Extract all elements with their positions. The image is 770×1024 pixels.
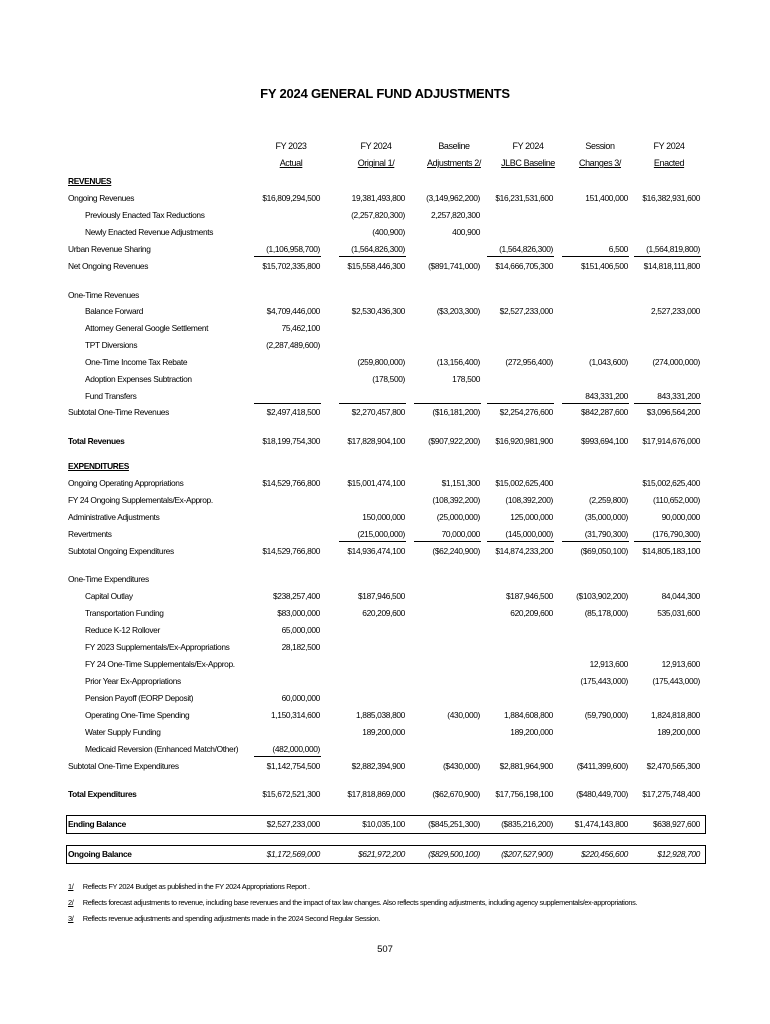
cell-value: (85,178,000) [584,608,628,618]
cell-value: (259,800,000) [357,357,405,367]
table-row [0,493,770,508]
row-label: FY 2023 Supplementals/Ex-Appropriations [85,642,230,652]
cell-value: (175,443,000) [652,676,700,686]
cell-value: (1,043,600) [589,357,628,367]
column-header-line2: JLBC Baseline [501,158,555,168]
subtotal-rule [634,541,701,542]
cell-value: 2,257,820,300 [430,210,480,220]
column-header-line2: Enacted [653,158,685,168]
subtotal-rule [487,403,554,404]
row-label: Subtotal One-Time Revenues [68,407,169,417]
footnote-number: 2/ [68,898,74,907]
cell-value: $187,946,500 [357,591,405,601]
row-label: Capital Outlay [85,591,133,601]
cell-value: 6,500 [608,244,628,254]
table-row [0,476,770,491]
cell-value: 1,885,038,800 [355,710,405,720]
cell-value: 12,913,600 [589,659,628,669]
cell-value: (1,106,958,700) [266,244,320,254]
cell-value: $2,527,233,000 [499,306,553,316]
subtotal-rule [414,403,481,404]
subtotal-rule [634,403,701,404]
cell-value: (176,790,300) [652,529,700,539]
row-label: Water Supply Funding [85,727,161,737]
row-label: FY 24 Ongoing Supplementals/Ex-Approp. [68,495,213,505]
table-row [0,787,770,802]
table-row [0,338,770,353]
cell-value: $17,818,869,000 [347,789,405,799]
cell-value: 75,462,100 [281,323,320,333]
cell-value: 90,000,000 [661,512,700,522]
cell-value: (1,564,819,800) [646,244,700,254]
table-row [0,208,770,223]
row-label: EXPENDITURES [68,461,129,471]
cell-value: 28,182,500 [281,642,320,652]
subtotal-rule [487,541,554,542]
cell-value: $16,809,294,500 [262,193,320,203]
cell-value: $12,928,700 [657,849,700,859]
footnote-text: Reflects forecast adjustments to revenue, including base revenues and the impact of tax law changes. Also reflects spending adjustments, including agency supplementals/ex-appropriations. [82,898,638,907]
subtotal-rule [254,756,321,757]
cell-value: $14,529,766,800 [262,546,320,556]
subtotal-rule [634,256,701,257]
table-row [0,606,770,621]
cell-value: 19,381,493,800 [351,193,405,203]
column-header-line2: Original 1/ [357,158,395,168]
cell-value: $15,702,335,800 [262,261,320,271]
row-label: Ongoing Balance [68,849,132,859]
cell-value: ($835,216,200) [501,819,553,829]
row-label: TPT Diversions [85,340,138,350]
subtotal-rule [339,256,406,257]
cell-value: (110,652,000) [653,495,700,505]
cell-value: (1,564,826,300) [499,244,553,254]
row-label: Total Expenditures [68,789,137,799]
cell-value: $15,002,625,400 [642,478,700,488]
cell-value: 1,884,608,800 [503,710,553,720]
cell-value: 400,900 [452,227,480,237]
cell-value: $15,672,521,300 [262,789,320,799]
table-row [0,174,770,189]
cell-value: 178,500 [452,374,480,384]
cell-value: (482,000,000) [272,744,320,754]
table-row [0,405,770,420]
footnote-number: 1/ [68,882,74,891]
cell-value: ($845,251,300) [428,819,480,829]
row-label: Reduce K-12 Rollover [85,625,160,635]
page-number: 507 [377,944,393,955]
subtotal-rule [254,403,321,404]
table-row [0,510,770,525]
cell-value: (31,790,300) [584,529,628,539]
cell-value: $15,558,446,300 [347,261,405,271]
cell-value: (25,000,000) [436,512,480,522]
cell-value: 189,200,000 [362,727,405,737]
cell-value: (400,900) [372,227,405,237]
cell-value: $17,275,748,400 [642,789,700,799]
row-label: Adoption Expenses Subtraction [85,374,192,384]
column-header-line1: FY 2023 [275,141,307,151]
table-row [0,304,770,319]
cell-value: $2,497,418,500 [266,407,320,417]
cell-value: 125,000,000 [510,512,553,522]
column-header-line1: FY 2024 [360,141,392,151]
cell-value: (3,149,962,200) [426,193,480,203]
column-header-line2: Adjustments 2/ [427,158,481,168]
cell-value: ($907,922,200) [428,436,480,446]
table-row [0,708,770,723]
cell-value: $151,406,500 [580,261,628,271]
cell-value: (13,156,400) [436,357,480,367]
table-row [0,321,770,336]
cell-value: $187,946,500 [505,591,553,601]
table-row [0,623,770,638]
cell-value: ($62,240,900) [432,546,480,556]
cell-value: $16,231,531,600 [495,193,553,203]
page-title: FY 2024 GENERAL FUND ADJUSTMENTS [260,86,510,101]
ongoing-balance-box [66,845,706,864]
subtotal-rule [414,541,481,542]
cell-value: 84,044,300 [661,591,700,601]
row-label: Attorney General Google Settlement [85,323,209,333]
row-label: Administrative Adjustments [68,512,160,522]
cell-value: ($103,902,200) [576,591,628,601]
subtotal-rule [562,403,629,404]
cell-value: $17,756,198,100 [495,789,553,799]
row-label: One-Time Income Tax Rebate [85,357,188,367]
row-label: Total Revenues [68,436,125,446]
cell-value: $17,828,904,100 [347,436,405,446]
cell-value: $14,529,766,800 [262,478,320,488]
cell-value: $1,172,569,000 [266,849,320,859]
cell-value: (59,790,000) [584,710,628,720]
cell-value: $2,882,394,900 [351,761,405,771]
cell-value: (2,259,800) [589,495,628,505]
cell-value: 189,200,000 [510,727,553,737]
table-row [0,527,770,542]
cell-value: $14,818,111,800 [643,261,700,271]
table-row [0,725,770,740]
row-label: Medicaid Reversion (Enhanced Match/Other) [85,744,239,754]
table-row [0,640,770,655]
cell-value: $621,972,200 [357,849,405,859]
cell-value: ($430,000) [442,761,480,771]
cell-value: 150,000,000 [362,512,405,522]
cell-value: 60,000,000 [281,693,320,703]
cell-value: (2,257,820,300) [351,210,405,220]
cell-value: $842,287,600 [580,407,628,417]
cell-value: $14,666,705,300 [495,261,553,271]
cell-value: $2,470,565,300 [646,761,700,771]
table-row [0,191,770,206]
table-row [0,657,770,672]
row-label: Subtotal Ongoing Expenditures [68,546,174,556]
table-row [0,389,770,404]
footnote-text: Reflects FY 2024 Budget as published in the FY 2024 Appropriations Report . [82,882,310,891]
cell-value: (272,956,400) [505,357,553,367]
subtotal-rule [339,541,406,542]
cell-value: ($480,449,700) [576,789,628,799]
footnote-number: 3/ [68,914,74,923]
cell-value: (2,287,489,600) [266,340,320,350]
footnote-text: Reflects revenue adjustments and spending adjustments made in the 2024 Second Regular Session. [82,914,381,923]
cell-value: (35,000,000) [584,512,628,522]
table-row [0,674,770,689]
cell-value: (108,392,200) [432,495,480,505]
column-header-line1: Baseline [438,141,470,151]
column-header-line1: FY 2024 [512,141,544,151]
cell-value: 843,331,200 [585,391,628,401]
column-header-line1: Session [585,141,615,151]
table-row [0,434,770,449]
cell-value: 620,209,600 [362,608,405,618]
cell-value: $14,874,233,200 [495,546,553,556]
subtotal-rule [562,256,629,257]
cell-value: (178,500) [372,374,405,384]
row-label: Operating One-Time Spending [85,710,190,720]
cell-value: 189,200,000 [657,727,700,737]
cell-value: $238,257,400 [272,591,320,601]
table-row [0,691,770,706]
cell-value: $2,270,457,800 [351,407,405,417]
row-label: Pension Payoff (EORP Deposit) [85,693,194,703]
table-row [0,259,770,274]
row-label: Ending Balance [68,819,126,829]
cell-value: $2,254,276,600 [499,407,553,417]
row-label: Net Ongoing Revenues [68,261,149,271]
cell-value: $83,000,000 [277,608,320,618]
cell-value: ($207,527,900) [501,849,553,859]
row-label: Urban Revenue Sharing [68,244,151,254]
table-row [0,288,770,303]
subtotal-rule [487,256,554,257]
cell-value: $2,881,964,900 [499,761,553,771]
cell-value: (1,564,826,300) [351,244,405,254]
cell-value: 2,527,233,000 [650,306,700,316]
cell-value: $4,709,446,000 [266,306,320,316]
table-row [0,372,770,387]
cell-value: $993,694,100 [580,436,628,446]
cell-value: (274,000,000) [652,357,700,367]
cell-value: ($16,181,200) [432,407,480,417]
table-row [0,589,770,604]
cell-value: $3,096,564,200 [646,407,700,417]
row-label: Ongoing Operating Appropriations [68,478,184,488]
cell-value: ($411,399,600) [576,761,628,771]
column-header-line2: Actual [279,158,303,168]
cell-value: $16,920,981,900 [495,436,553,446]
cell-value: $17,914,676,000 [642,436,700,446]
cell-value: (430,000) [447,710,480,720]
cell-value: $2,527,233,000 [266,819,320,829]
cell-value: $2,530,436,300 [351,306,405,316]
subtotal-rule [254,256,321,257]
cell-value: 151,400,000 [585,193,628,203]
cell-value: $1,142,754,500 [266,761,320,771]
subtotal-rule [562,541,629,542]
cell-value: $15,002,625,400 [495,478,553,488]
table-row [0,225,770,240]
cell-value: $14,936,474,100 [347,546,405,556]
table-row [0,242,770,257]
row-label: Newly Enacted Revenue Adjustments [85,227,214,237]
cell-value: (215,000,000) [357,529,405,539]
cell-value: 620,209,600 [510,608,553,618]
row-label: FY 24 One-Time Supplementals/Ex-Approp. [85,659,235,669]
cell-value: $15,001,474,100 [347,478,405,488]
subtotal-rule [339,403,406,404]
row-label: Prior Year Ex-Appropriations [85,676,181,686]
column-header-line1: FY 2024 [653,141,685,151]
footnote-3 [68,914,380,923]
row-label: Transportation Funding [85,608,164,618]
cell-value: $220,456,600 [580,849,628,859]
cell-value: $14,805,183,100 [642,546,700,556]
cell-value: ($69,050,100) [580,546,628,556]
cell-value: ($3,203,300) [436,306,480,316]
cell-value: $1,474,143,800 [574,819,628,829]
cell-value: $10,035,100 [362,819,405,829]
row-label: Fund Transfers [85,391,137,401]
row-label: REVENUES [68,176,112,186]
cell-value: 535,031,600 [657,608,700,618]
row-label: Revertments [68,529,112,539]
cell-value: 65,000,000 [281,625,320,635]
cell-value: ($829,500,100) [428,849,480,859]
ending-balance-box [66,815,706,834]
row-label: One-Time Revenues [68,290,140,300]
table-row [0,459,770,474]
cell-value: 843,331,200 [657,391,700,401]
table-row [0,759,770,774]
cell-value: (175,443,000) [580,676,628,686]
cell-value: (145,000,000) [505,529,553,539]
row-label: Previously Enacted Tax Reductions [85,210,205,220]
cell-value: 12,913,600 [661,659,700,669]
row-label: One-Time Expenditures [68,574,149,584]
footnote-2 [68,898,637,907]
row-label: Ongoing Revenues [68,193,135,203]
row-label: Balance Forward [85,306,144,316]
cell-value: $638,927,600 [652,819,700,829]
table-row [0,742,770,757]
footnote-1 [68,882,310,891]
table-row [0,544,770,559]
table-row [0,355,770,370]
cell-value: ($891,741,000) [428,261,480,271]
row-label: Subtotal One-Time Expenditures [68,761,179,771]
cell-value: 1,824,818,800 [650,710,700,720]
cell-value: $18,199,754,300 [262,436,320,446]
table-row [0,572,770,587]
column-header-line2: Changes 3/ [578,158,622,168]
cell-value: ($62,670,900) [432,789,480,799]
cell-value: (108,392,200) [505,495,553,505]
cell-value: $16,382,931,600 [642,193,700,203]
cell-value: 1,150,314,600 [270,710,320,720]
cell-value: 70,000,000 [441,529,480,539]
cell-value: $1,151,300 [441,478,480,488]
